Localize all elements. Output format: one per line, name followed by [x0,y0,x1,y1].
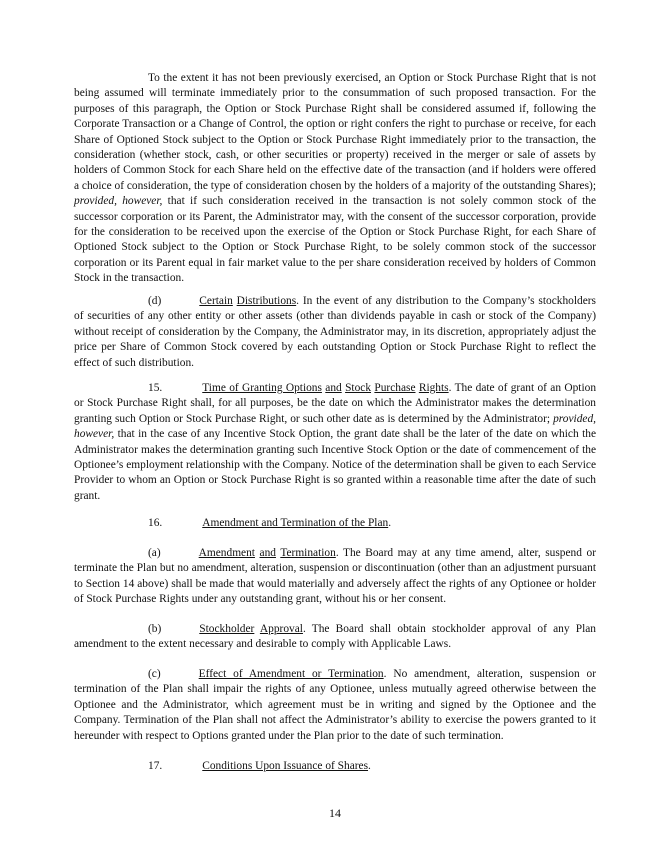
paragraph-option-assumption: To the extent it has not been previously exercised, an Option or Stock Purchase Right that is not being assumed will terminate immediately prior to the consummation of such proposed transaction. For the purposes of this paragraph, the Option or Stock Purchase Right shall be considered assumed if, following the Corporate Transaction or a Change of Control, the option or right confers the right to purchase or receive, for each Share of Optioned Stock subject to the Option or Stock Purchase Right immediately prior to the transaction, the consideration (whether stock, cash, or other securities or property) received in the merger or sale of assets by holders of Common Stock for each Share held on the effective date of the transaction (and if holders were offered a choice of consideration, the type of consideration chosen by the holders of a majority of the outstanding Shares); provided, however, that if such consideration received in the transaction is not solely common stock of the successor corporation or its Parent, the Administrator may, with the consent of the successor corporation, provide for the consideration to be received upon the exercise of the Option or Stock Purchase Right, for each Share of Optioned Stock subject to the Option or Stock Purchase Right, to be solely common stock of the successor corporation or its Parent equal in fair market value to the per share consideration received by holders of Common Stock in the transaction. [74,72,596,285]
section-16b-stockholder-approval: (b) Stockholder Approval. The Board shall obtain stockholder approval of any Plan amendment to the extent necessary and desirable to comply with Applicable Laws. [74,623,596,651]
section-16a-amendment-and-termination: (a) Amendment and Termination. The Board may at any time amend, alter, suspend or terminate the Plan but no amendment, alteration, suspension or discontinuation (other than an adjustment pursuant to Section 14 above) shall be made that would materially and adversely affect the rights of any Optionee or holder of Stock Purchase Rights under any outstanding grant, without his or her consent. [74,547,596,606]
section-14d-certain-distributions: (d) Certain Distributions. In the event of any distribution to the Company’s stockholders of securities of any other entity or other assets (other than dividends payable in cash or stock of the Company) without receipt of consideration by the Company, the Administrator may, in its discretion, appropriately adjust the price per Share of Common Stock covered by each outstanding Option or Stock Purchase Right to reflect the effect of such distribution. [74,295,596,369]
section-15-time-of-granting: 15. Time of Granting Options and Stock Purchase Rights. The date of grant of an Option or Stock Purchase Right shall, for all purposes, be the date on which the Administrator makes the determination granting such Option or Stock Purchase Right, or such other date as is determined by the Administrator; provided, however, that in the case of any Incentive Stock Option, the grant date shall be the later of the date on which the Administrator makes the determination granting such Incentive Stock Option or the date of commencement of the Optionee’s employment relationship with the Company. Notice of the determination shall be given to each Service Provider to whom an Option or Stock Purchase Right is so granted within a reasonable time after the date of such grant. [74,382,597,502]
section-heading: Stockholder [199,623,255,635]
emphasis-provided-however: provided, however, [74,412,596,441]
section-16-heading: 16. Amendment and Termination of the Plan. [148,517,392,529]
section-number: (a) [148,547,161,559]
section-heading: Amendment and Termination of the Plan [202,517,389,529]
section-16c-effect-of-amendment: (c) Effect of Amendment or Termination. No amendment, alteration, suspension or termination of the Plan shall impair the rights of any Optionee, unless mutually agreed otherwise between the Optionee and the Administrator, which agreement must be in writing and signed by the Optionee and the Company. Termination of the Plan shall not affect the Administrator’s ability to exercise the powers granted to it hereunder with respect to Options granted under the Plan prior to the date of such termination. [74,668,596,742]
page-number: 14 [329,806,341,820]
section-number: (d) [148,295,162,307]
section-number: (c) [148,668,161,680]
section-heading: Conditions Upon Issuance of Shares [202,760,369,772]
section-17-heading: 17. Conditions Upon Issuance of Shares. [148,760,371,772]
section-heading: Time of Granting Options [202,382,322,394]
section-heading: Amendment [198,547,255,559]
section-number: (b) [148,623,162,635]
section-heading: Distributions [236,295,297,307]
section-number: 16. [148,517,163,529]
section-number: 17. [148,760,163,772]
section-heading: Certain [199,295,233,307]
section-heading: Effect of Amendment or Termination [198,668,384,680]
emphasis-provided-however: provided, however, [74,195,163,208]
section-number: 15. [148,382,163,394]
